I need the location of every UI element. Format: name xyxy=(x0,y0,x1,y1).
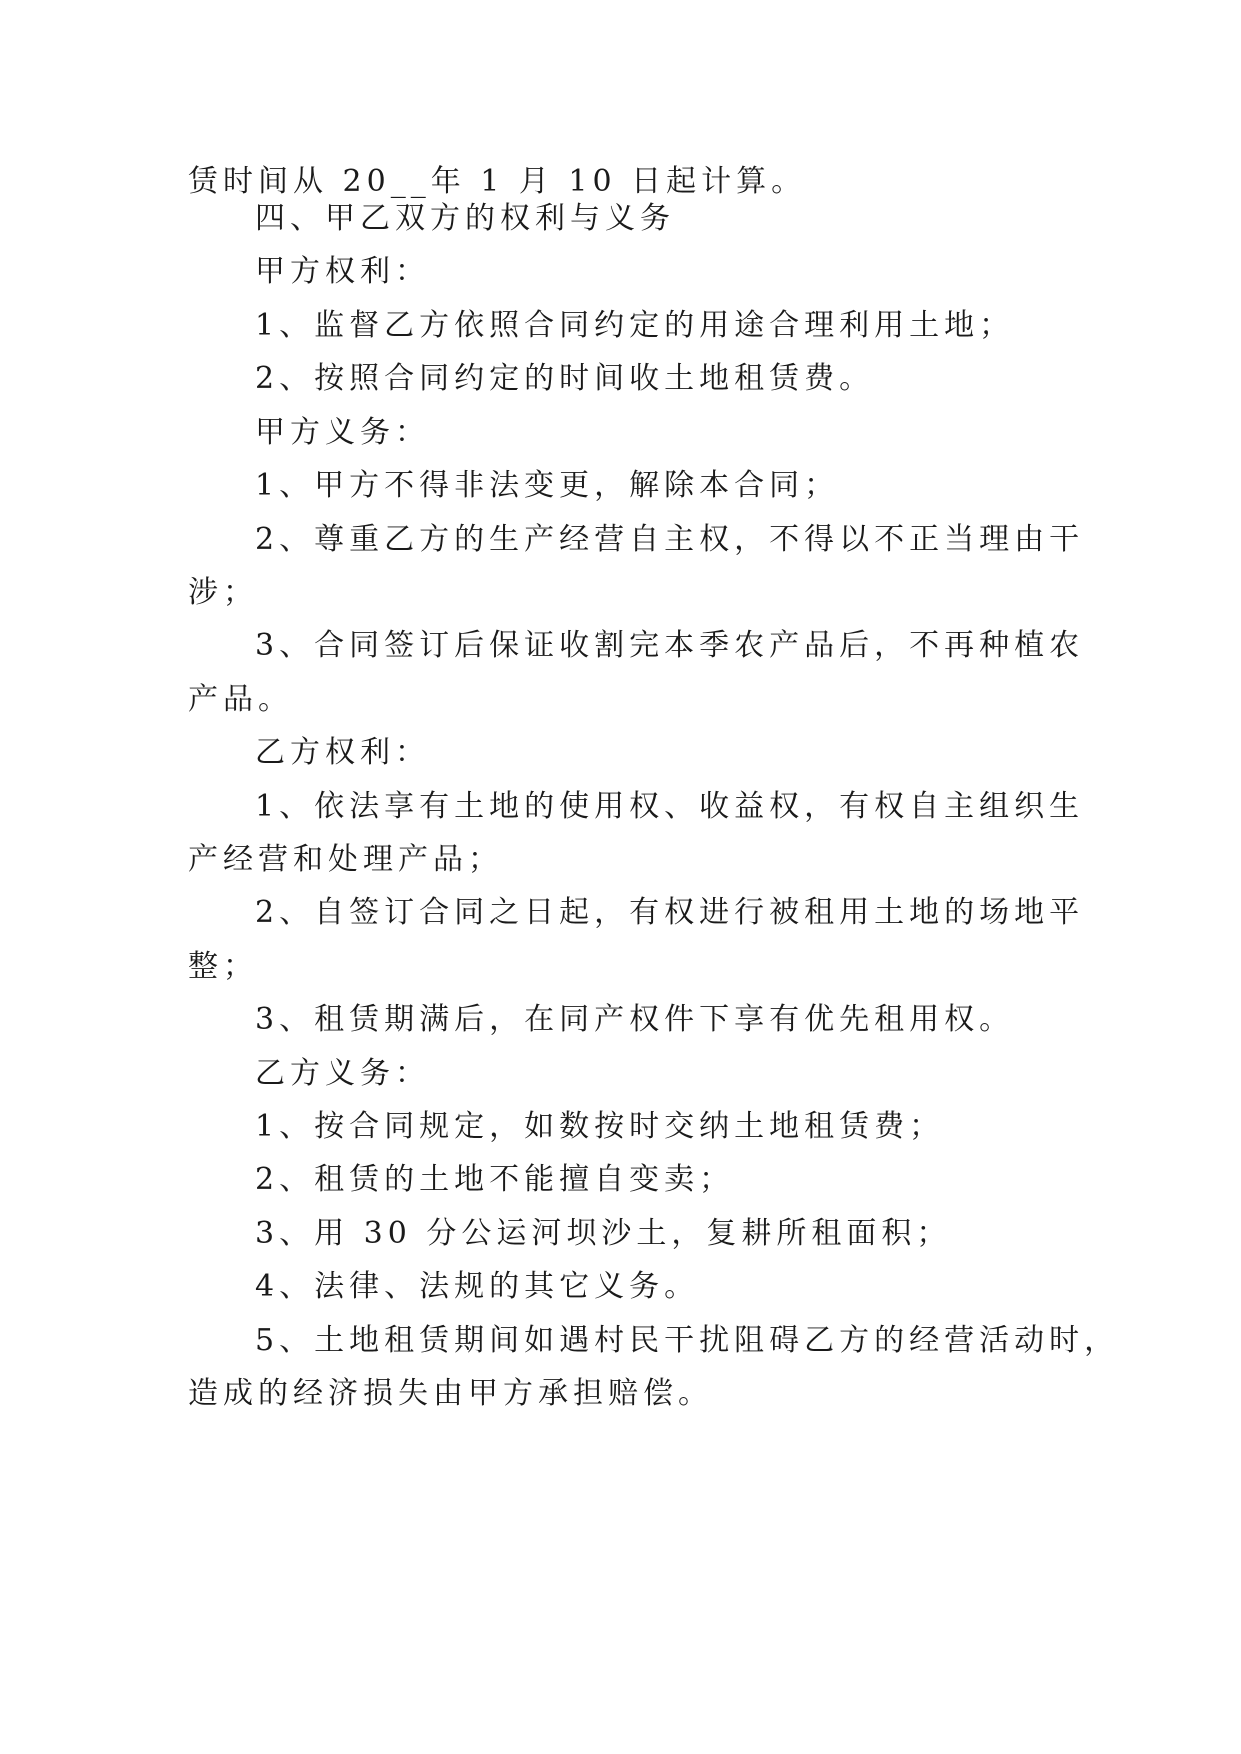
text-line: 产经营和处理产品； xyxy=(188,842,503,877)
text-line: 产品。 xyxy=(188,682,293,717)
text-line: 2、自签订合同之日起，有权进行被租用土地的场地平 xyxy=(255,895,1085,930)
text-line: 赁时间从 20__年 1 月 10 日起计算。 xyxy=(188,164,807,199)
text-line: 3、租赁期满后，在同产权件下享有优先租用权。 xyxy=(255,1002,1015,1037)
text-line: 1、按合同规定，如数按时交纳土地租赁费； xyxy=(255,1109,945,1144)
text-line: 2、尊重乙方的生产经营自主权，不得以不正当理由干 xyxy=(255,522,1085,557)
text-line: 2、按照合同约定的时间收土地租赁费。 xyxy=(255,361,875,396)
subheading: 甲方权利： xyxy=(255,254,430,289)
text-line: 3、合同签订后保证收割完本季农产品后，不再种植农 xyxy=(255,628,1085,663)
subheading: 乙方权利： xyxy=(255,735,430,770)
text-line: 3、用 30 分公运河坝沙土，复耕所租面积； xyxy=(255,1216,952,1251)
subheading: 甲方义务： xyxy=(255,415,430,450)
text-line: 1、甲方不得非法变更，解除本合同； xyxy=(255,468,840,503)
text-line: 1、依法享有土地的使用权、收益权，有权自主组织生 xyxy=(255,789,1085,824)
text-line: 涉； xyxy=(188,575,258,610)
text-line: 整； xyxy=(188,949,258,984)
text-line: 5、土地租赁期间如遇村民干扰阻碍乙方的经营活动时， xyxy=(255,1323,1120,1358)
subheading: 乙方义务： xyxy=(255,1056,430,1091)
text-line: 4、法律、法规的其它义务。 xyxy=(255,1269,700,1304)
text-line: 造成的经济损失由甲方承担赔偿。 xyxy=(188,1376,713,1411)
text-line: 2、租赁的土地不能擅自变卖； xyxy=(255,1162,735,1197)
text-line: 1、监督乙方依照合同约定的用途合理利用土地； xyxy=(255,308,1015,343)
section-heading: 四、甲乙双方的权利与义务 xyxy=(255,201,675,236)
